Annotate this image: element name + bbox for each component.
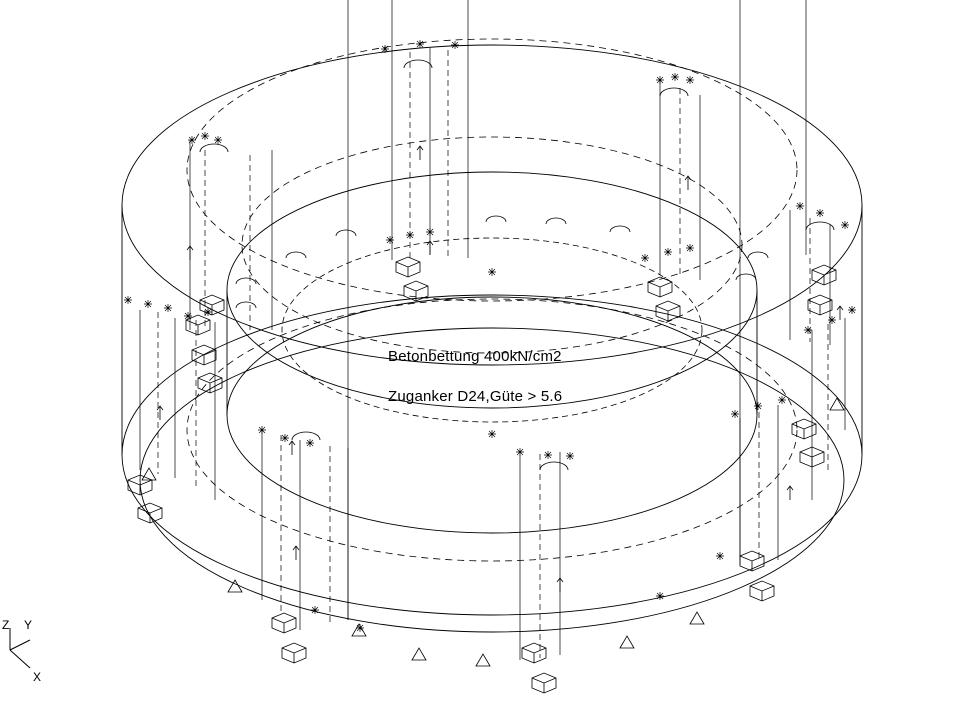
- annotation-concrete-bedding: Betonbettung 400kN/cm2: [388, 348, 562, 365]
- node-markers: [124, 40, 856, 632]
- moment-arc-markers: [200, 60, 834, 470]
- axis-label-z: Z: [2, 618, 10, 632]
- inner-wall-bottom-ring: [227, 297, 757, 533]
- radial-stiffener-lines: [140, 48, 845, 660]
- annotation-tension-anchor: Zuganker D24,Güte > 5.6: [388, 388, 563, 405]
- hidden-vertical-dashed-lines: [158, 50, 828, 658]
- inner-wall-top-ring: [227, 172, 757, 408]
- base-triangle-supports: [142, 398, 844, 666]
- axis-label-x: X: [33, 670, 42, 684]
- inner-wall-generators: [227, 290, 757, 415]
- hidden-ring-innermost-dashed: [282, 238, 702, 422]
- support-assemblies: [128, 257, 836, 693]
- hidden-ring-upper-dashed: [187, 39, 797, 301]
- tank-shell-outer-bottom-ring: [122, 295, 862, 615]
- tank-shell-vertical-generators: [122, 205, 862, 455]
- axis-triad-icon: [10, 628, 30, 668]
- foundation-outer-ring: [140, 328, 844, 632]
- axis-label-y: Y: [24, 618, 33, 632]
- tank-shell-top-ring: [122, 45, 862, 365]
